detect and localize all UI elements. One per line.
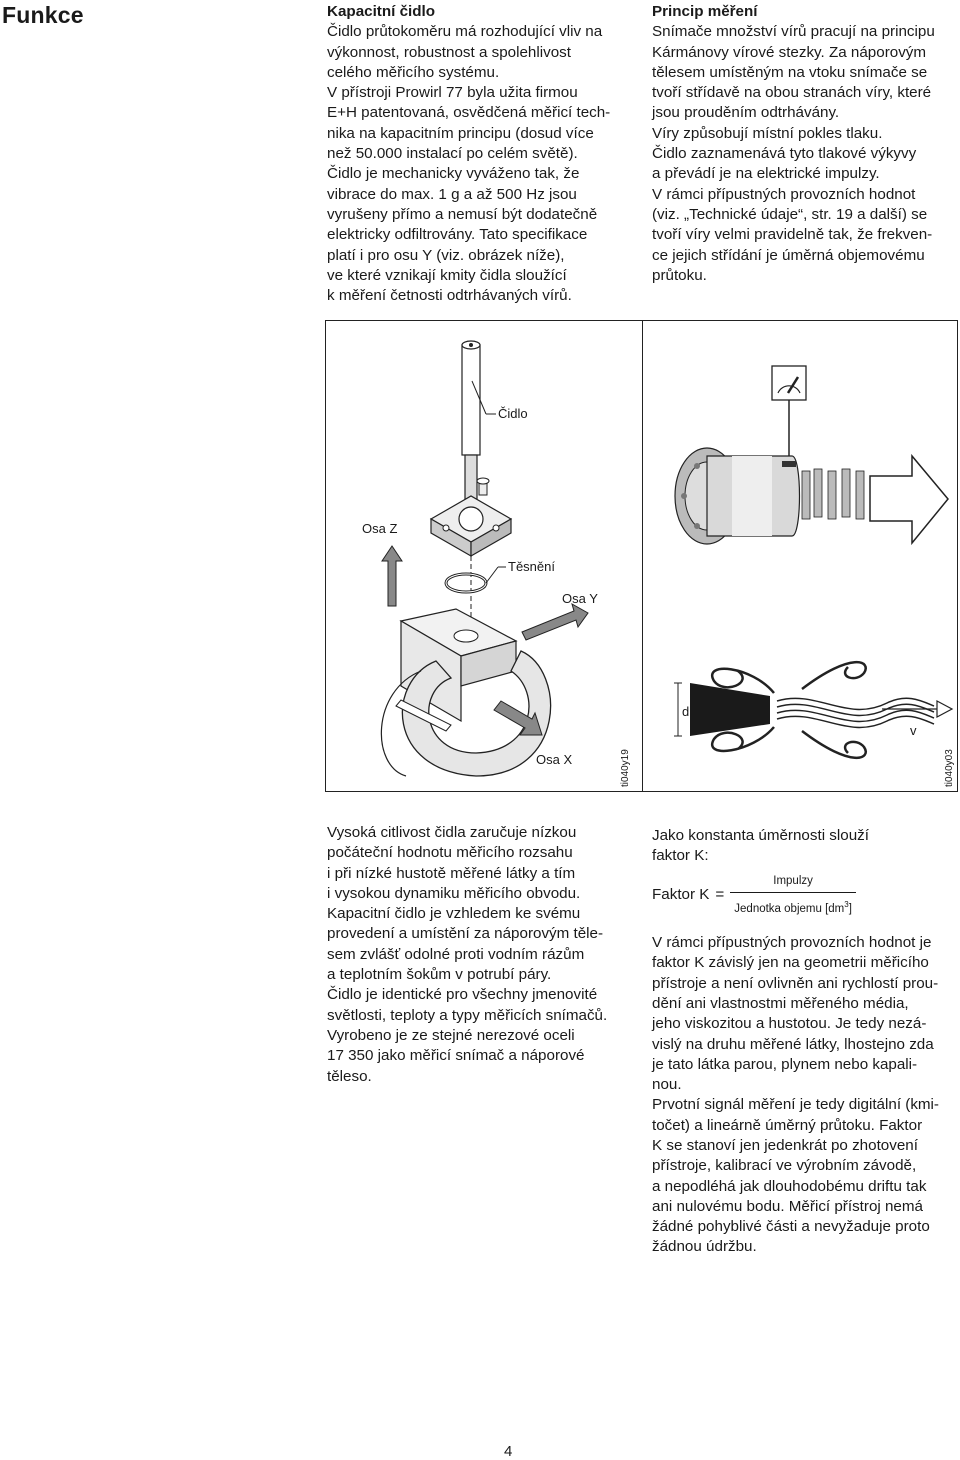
text-line: k měření četnosti odtrhávaných vírů. [327,287,572,305]
section-heading: Funkce [2,2,84,28]
subheading-capacitive-sensor: Kapacitní čidlo [327,3,436,20]
label-axis-z: Osa Z [362,521,398,536]
column-sensitivity [327,823,627,1087]
text-line: žádné pohyblivé části a nevyžaduje proto [652,1218,930,1236]
text-line: dění ani vlastnostmi měřeného média, [652,994,909,1012]
label-sensor: Čidlo [498,406,528,421]
formula-numerator: Impulzy [773,874,813,887]
text-line: tvoří střídavě na obou stranách víry, které [652,84,932,102]
text-line: vibrace do max. 1 g a až 500 Hz jsou [327,185,577,203]
text-line: přístroje a není ovlivněn ani rychlostí prou- [652,974,939,992]
page-number: 4 [504,1443,513,1460]
text-line: žádnou údržbu. [652,1238,757,1256]
text-line: Vysoká citlivost čidla zaručuje nízkou [327,824,577,841]
text-line: sem zvlášť odolné proti vodním rázům [327,945,585,963]
formula-denominator [730,892,856,919]
text-line: faktor K závislý jen na geometrii měřicího [652,954,929,972]
text-line: Čidlo je mechanicky vyváženo tak, že [327,165,580,183]
text-line: Jako konstanta úměrnosti slouží [652,827,869,844]
text-line: elektricky odfiltrovány. Tato specifikace [327,226,588,244]
formula-fraction [730,871,856,919]
text-line: Prvotní signál měření je tedy digitální (kmi- [652,1096,939,1114]
column-k-factor [652,826,952,1258]
formula-denominator-text: Jednotka objemu [dm [734,902,845,915]
text-line: jeho viskozitou a hustotou. Je tedy nezá- [652,1015,927,1033]
label-axis-y: Osa Y [562,591,598,606]
text-line: Kármánovy vírové stezky. Za náporovým [652,43,927,61]
text-line: Čidlo je identické pro všechny jmenovité [327,986,598,1004]
text-line: K se stanoví jen jedenkrát po zhotovení [652,1136,918,1154]
text-line: točet) a lineárně úměrný průtoku. Faktor [652,1116,923,1134]
k-factor-formula [652,871,952,919]
text-line: tvoří víry velmi pravidelně tak, že frekven- [652,226,933,244]
text-line: (viz. „Technické údaje“, str. 19 a další) se [652,205,928,223]
text-line: Čidlo zaznamenává tyto tlakové výkyvy [652,145,917,163]
formula-equals: = [715,885,725,903]
label-axis-x: Osa X [536,752,573,767]
subheading-measuring-principle: Princip měření [652,3,758,20]
text-line: V rámci přípustných provozních hodnot [652,185,916,203]
text-line: Kapacitní čidlo je vzhledem ke svému [327,905,581,923]
text-line: vislý na druhu měřené látky, lhostejno zda [652,1035,934,1053]
text-line: faktor K: [652,847,709,865]
figure-id-right: ti040y03 [944,749,955,787]
text-line: vyrušeny přímo a nemusí být dodatečně [327,205,598,223]
text-line: tělesem umístěným na vtoku snímače se [652,63,928,81]
text-line: světlosti, teploty a typy měřicích snímačů. [327,1006,608,1024]
text-line: Čidlo průtokoměru má rozhodující vliv na [327,23,603,41]
text-line: Víry způsobují místní pokles tlaku. [652,124,883,142]
figure-frame [325,320,958,792]
text-line: i vysokou dynamiku měřicího obvodu. [327,884,581,902]
label-velocity: v [910,723,917,738]
label-seal: Těsnění [508,559,555,574]
vortex-principle-illustration [326,321,959,791]
text-line: a převádí je na elektrické impulzy. [652,165,880,183]
text-line: E+H patentovaná, osvědčená měřicí tech- [327,104,611,122]
figure-id-left: ti040y19 [620,749,631,787]
text-line: ve které vznikají kmity čidla sloužící [327,266,567,284]
formula-denominator-bracket: ] [848,902,852,915]
formula-lhs: Faktor K [652,885,710,903]
text-line: Vyrobeno je ze stejné nerezové oceli [327,1026,575,1044]
text-line: výkonnost, robustnost a spolehlivost [327,43,571,61]
text-line: a nepodléhá jak dlouhodobému driftu tak [652,1177,927,1195]
text-line: ani nulovému bodu. Měřicí přístroj nemá [652,1197,923,1215]
text-line: ce jejich střídání je úměrná objemovému [652,246,925,264]
text-line: přístroje, kalibrací ve výrobním závodě, [652,1157,917,1175]
text-line: jsou prouděním odtrhávány. [652,104,840,122]
column-capacitive-sensor [327,2,627,306]
text-line: V rámci přípustných provozních hodnot je [652,934,932,952]
text-line: 17 350 jako měřicí snímač a náporové [327,1047,585,1065]
text-line: V přístroji Prowirl 77 byla užita firmou [327,84,578,102]
text-line: celého měřicího systému. [327,63,500,81]
text-line: je tato látka parou, plynem nebo kapali- [652,1055,918,1073]
text-line: počáteční hodnotu měřicího rozsahu [327,844,573,862]
text-line: a teplotním šokům v potrubí páry. [327,966,552,984]
text-line: těleso. [327,1067,372,1085]
column-measuring-principle [652,2,952,286]
text-line: nika na kapacitním principu (dosud více [327,124,594,142]
text-line: Snímače množství vírů pracují na principu [652,23,935,41]
text-line: průtoku. [652,266,707,284]
label-diameter: d [682,704,690,719]
text-line: platí i pro osu Y (viz. obrázek níže), [327,246,565,264]
text-line: než 50.000 instalací po celém světě). [327,145,578,163]
text-line: provedení a umístění za náporovým těle- [327,925,604,943]
text-line: nou. [652,1076,682,1094]
formula-denominator-exponent: 3 [844,899,849,909]
text-line: i při nízké hustotě měřené látky a tím [327,864,576,882]
